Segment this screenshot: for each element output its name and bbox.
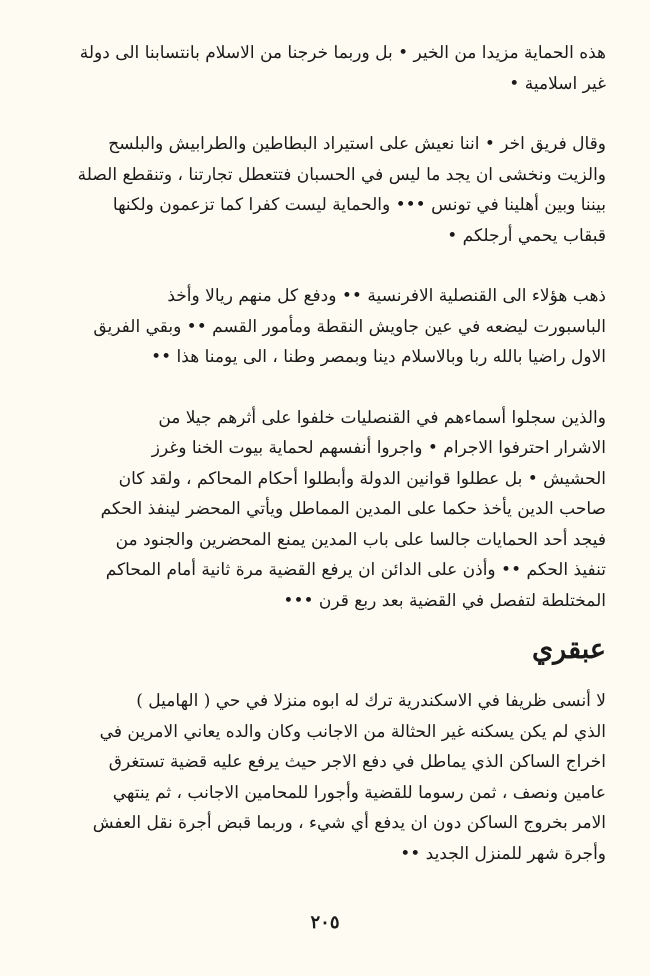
text-line: الباسبورت ليضعه في عين جاويش النقطة ومأمور القسم •• وبقي الفريق (93, 316, 606, 337)
text-line: وقال فريق اخر • اننا نعيش على استيراد البطاطين والطرابيش والبلسح (108, 134, 606, 154)
text-line: الامر بخروج الساكن دون ان يدفع أي شيء ، وربما قبض أجرة نقل العفش (92, 813, 606, 833)
text-line: فيجد أحد الحمايات جالسا على باب المدين يمنع المحضرين والجنود من (115, 529, 606, 550)
text-line: صاحب الدين يأخذ حكما على المدين المماطل ويأتي المحضر لينفذ الحكم (100, 499, 606, 519)
text-line: والزيت ونخشى ان يجد ما ليس في الحسبان فتتعطل تجارتنا ، وتنقطع الصلة (77, 164, 606, 185)
text-line: وأجرة شهر للمنزل الجديد •• (400, 843, 606, 864)
section-paragraph (44, 686, 606, 869)
text-line: عامين ونصف ، ثمن رسوما للقضية وأجورا للمحامين الاجانب ، ثم ينتهي (112, 782, 606, 803)
text-line: تنفيذ الحكم •• وأذن على الدائن ان يرفع القضية مرة ثانية أمام المحاكم (105, 560, 606, 580)
text-line: اخراج الساكن الذي يماطل في دفع الاجر حيث يرفع عليه قضية تستغرق (108, 752, 606, 772)
text-line: المختلطة لتفصل في القضية بعد ربع قرن ••• (283, 590, 606, 611)
text-line: الذي لم يكن يسكنه غير الحثالة من الاجانب وكان والده يعاني الامرين في (99, 721, 606, 742)
text-line: هذه الحماية مزيدا من الخير • بل وربما خرجنا من الاسلام بانتسابنا الى دولة (79, 43, 606, 63)
paragraph-3 (44, 281, 606, 373)
paragraph-1 (44, 38, 606, 99)
page-number: ٢٠٥ (310, 912, 340, 933)
text-line: ذهب هؤلاء الى القنصلية الافرنسية •• ودفع كل منهم ريالا وأخذ (167, 286, 606, 306)
text-line: الاول راضيا بالله ربا وبالاسلام دينا وبمصر وطنا ، الى يومنا هذا •• (151, 347, 606, 367)
section-title: عبقري (532, 634, 606, 665)
text-line: الاشرار احترفوا الاجرام • واجروا أنفسهم لحماية بيوت الخنا وغرز (151, 438, 606, 458)
paragraph-2 (44, 129, 606, 251)
text-line: لا أنسى ظريفا في الاسكندرية ترك له ابوه منزلا في حي ( الهاميل ) (136, 691, 606, 711)
text-line: غير اسلامية • (509, 73, 606, 94)
text-line: والذين سجلوا أسماءهم في القنصليات خلفوا على أثرهم جيلا من (158, 407, 606, 428)
paragraph-4 (44, 403, 606, 617)
text-line: قبقاب يحمي أرجلكم • (447, 225, 606, 246)
text-line: بيننا وبين أهلينا في تونس ••• والحماية ليست كفرا كما تزعمون ولكنها (112, 195, 606, 215)
text-line: الحشيش • بل عطلوا قوانين الدولة وأبطلوا أحكام المحاكم ، ولقد كان (118, 468, 606, 489)
